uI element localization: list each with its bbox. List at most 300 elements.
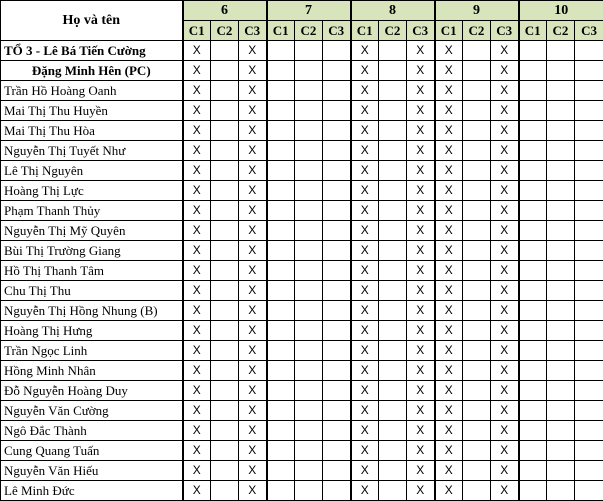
mark-cell-empty <box>519 201 547 221</box>
mark-cell-empty <box>323 281 351 301</box>
mark-cell-empty <box>379 241 407 261</box>
mark-cell-empty <box>379 201 407 221</box>
mark-cell-checked: X <box>407 381 435 401</box>
table-row <box>1 141 603 161</box>
mark-cell-checked: X <box>435 301 463 321</box>
mark-cell-empty <box>547 81 575 101</box>
mark-cell-checked: X <box>407 41 435 61</box>
mark-cell-empty <box>575 181 603 201</box>
mark-cell-empty <box>267 281 295 301</box>
mark-cell-checked: X <box>183 461 211 481</box>
mark-cell-empty <box>379 421 407 441</box>
mark-cell-checked: X <box>491 321 519 341</box>
mark-cell-empty <box>519 301 547 321</box>
mark-cell-checked: X <box>407 321 435 341</box>
mark-cell-empty <box>323 441 351 461</box>
mark-cell-checked: X <box>435 461 463 481</box>
mark-cell-empty <box>519 101 547 121</box>
mark-cell-checked: X <box>183 41 211 61</box>
mark-cell-empty <box>519 281 547 301</box>
mark-cell-empty <box>575 101 603 121</box>
mark-cell-empty <box>267 141 295 161</box>
mark-cell-empty <box>519 481 547 501</box>
member-name-cell: Lê Minh Đức <box>1 481 183 501</box>
mark-cell-checked: X <box>351 441 379 461</box>
mark-cell-checked: X <box>407 261 435 281</box>
mark-cell-checked: X <box>239 361 267 381</box>
mark-cell-checked: X <box>351 161 379 181</box>
subcolumn-header: C3 <box>575 21 603 41</box>
mark-cell-empty <box>547 361 575 381</box>
mark-cell-empty <box>267 301 295 321</box>
mark-cell-empty <box>575 421 603 441</box>
mark-cell-checked: X <box>435 241 463 261</box>
table-row <box>1 341 603 361</box>
grade-header: 6 <box>183 1 267 21</box>
mark-cell-empty <box>267 221 295 241</box>
member-name-cell: Bùi Thị Trường Giang <box>1 241 183 261</box>
mark-cell-checked: X <box>491 341 519 361</box>
mark-cell-empty <box>295 101 323 121</box>
mark-cell-empty <box>519 381 547 401</box>
mark-cell-checked: X <box>491 281 519 301</box>
mark-cell-checked: X <box>183 181 211 201</box>
subcolumn-header: C1 <box>267 21 295 41</box>
mark-cell-empty <box>323 41 351 61</box>
table-row <box>1 121 603 141</box>
mark-cell-empty <box>323 401 351 421</box>
mark-cell-empty <box>267 101 295 121</box>
mark-cell-empty <box>295 241 323 261</box>
mark-cell-empty <box>379 361 407 381</box>
mark-cell-checked: X <box>183 141 211 161</box>
mark-cell-empty <box>547 241 575 261</box>
mark-cell-checked: X <box>491 261 519 281</box>
mark-cell-checked: X <box>435 401 463 421</box>
mark-cell-checked: X <box>407 281 435 301</box>
mark-cell-checked: X <box>407 301 435 321</box>
mark-cell-empty <box>519 141 547 161</box>
mark-cell-empty <box>323 461 351 481</box>
mark-cell-empty <box>519 341 547 361</box>
mark-cell-empty <box>463 301 491 321</box>
mark-cell-empty <box>463 421 491 441</box>
subcolumn-header: C1 <box>435 21 463 41</box>
mark-cell-empty <box>547 141 575 161</box>
mark-cell-empty <box>547 281 575 301</box>
mark-cell-checked: X <box>351 201 379 221</box>
mark-cell-checked: X <box>491 201 519 221</box>
mark-cell-checked: X <box>239 181 267 201</box>
mark-cell-empty <box>379 441 407 461</box>
mark-cell-empty <box>547 181 575 201</box>
mark-cell-empty <box>547 201 575 221</box>
mark-cell-empty <box>463 381 491 401</box>
mark-cell-checked: X <box>407 221 435 241</box>
table-row <box>1 181 603 201</box>
mark-cell-checked: X <box>435 261 463 281</box>
mark-cell-checked: X <box>239 61 267 81</box>
mark-cell-empty <box>575 441 603 461</box>
mark-cell-empty <box>379 341 407 361</box>
mark-cell-empty <box>547 401 575 421</box>
mark-cell-empty <box>519 421 547 441</box>
mark-cell-checked: X <box>435 321 463 341</box>
mark-cell-checked: X <box>435 61 463 81</box>
mark-cell-checked: X <box>239 201 267 221</box>
mark-cell-checked: X <box>239 161 267 181</box>
mark-cell-checked: X <box>183 361 211 381</box>
mark-cell-empty <box>519 461 547 481</box>
mark-cell-empty <box>463 281 491 301</box>
mark-cell-checked: X <box>183 81 211 101</box>
mark-cell-checked: X <box>407 441 435 461</box>
mark-cell-empty <box>575 281 603 301</box>
mark-cell-checked: X <box>491 121 519 141</box>
mark-cell-empty <box>267 181 295 201</box>
table-row <box>1 301 603 321</box>
mark-cell-checked: X <box>183 481 211 501</box>
mark-cell-checked: X <box>491 161 519 181</box>
mark-cell-empty <box>463 361 491 381</box>
table-row <box>1 441 603 461</box>
mark-cell-checked: X <box>491 481 519 501</box>
mark-cell-empty <box>575 41 603 61</box>
mark-cell-empty <box>323 241 351 261</box>
mark-cell-empty <box>519 161 547 181</box>
mark-cell-checked: X <box>183 281 211 301</box>
mark-cell-empty <box>575 461 603 481</box>
table-row <box>1 221 603 241</box>
mark-cell-checked: X <box>435 361 463 381</box>
mark-cell-checked: X <box>351 281 379 301</box>
mark-cell-checked: X <box>239 301 267 321</box>
mark-cell-checked: X <box>239 341 267 361</box>
mark-cell-empty <box>575 221 603 241</box>
mark-cell-empty <box>295 181 323 201</box>
mark-cell-checked: X <box>491 461 519 481</box>
mark-cell-checked: X <box>407 461 435 481</box>
mark-cell-checked: X <box>239 261 267 281</box>
mark-cell-empty <box>211 61 239 81</box>
mark-cell-checked: X <box>491 61 519 81</box>
mark-cell-empty <box>547 221 575 241</box>
mark-cell-empty <box>575 141 603 161</box>
member-name-cell: Cung Quang Tuấn <box>1 441 183 461</box>
mark-cell-empty <box>323 361 351 381</box>
member-name-cell: Đặng Minh Hên (PC) <box>1 61 183 81</box>
mark-cell-empty <box>379 401 407 421</box>
mark-cell-checked: X <box>351 401 379 421</box>
mark-cell-empty <box>463 41 491 61</box>
table-row <box>1 321 603 341</box>
member-name-cell: Ngô Đắc Thành <box>1 421 183 441</box>
mark-cell-checked: X <box>407 81 435 101</box>
mark-cell-empty <box>295 281 323 301</box>
mark-cell-empty <box>295 441 323 461</box>
mark-cell-checked: X <box>491 221 519 241</box>
mark-cell-empty <box>463 321 491 341</box>
mark-cell-checked: X <box>239 481 267 501</box>
mark-cell-checked: X <box>351 321 379 341</box>
mark-cell-empty <box>547 41 575 61</box>
mark-cell-empty <box>519 441 547 461</box>
mark-cell-empty <box>267 481 295 501</box>
member-name-cell: Chu Thị Thu <box>1 281 183 301</box>
table-row <box>1 461 603 481</box>
mark-cell-empty <box>211 421 239 441</box>
member-name-cell: Hồ Thị Thanh Tâm <box>1 261 183 281</box>
mark-cell-empty <box>575 61 603 81</box>
mark-cell-empty <box>547 261 575 281</box>
mark-cell-empty <box>211 241 239 261</box>
mark-cell-empty <box>379 281 407 301</box>
table-row <box>1 241 603 261</box>
mark-cell-checked: X <box>407 341 435 361</box>
subcolumn-header: C2 <box>295 21 323 41</box>
mark-cell-empty <box>575 81 603 101</box>
mark-cell-empty <box>547 421 575 441</box>
mark-cell-checked: X <box>239 241 267 261</box>
mark-cell-empty <box>575 301 603 321</box>
mark-cell-empty <box>463 121 491 141</box>
mark-cell-checked: X <box>351 41 379 61</box>
mark-cell-checked: X <box>351 141 379 161</box>
mark-cell-empty <box>295 41 323 61</box>
table-row <box>1 281 603 301</box>
mark-cell-checked: X <box>351 421 379 441</box>
mark-cell-empty <box>519 221 547 241</box>
mark-cell-empty <box>323 141 351 161</box>
mark-cell-empty <box>575 321 603 341</box>
table-body <box>1 41 603 501</box>
mark-cell-empty <box>379 61 407 81</box>
mark-cell-empty <box>379 381 407 401</box>
mark-cell-checked: X <box>239 421 267 441</box>
mark-cell-empty <box>379 161 407 181</box>
mark-cell-checked: X <box>351 381 379 401</box>
mark-cell-empty <box>267 361 295 381</box>
mark-cell-empty <box>295 461 323 481</box>
mark-cell-empty <box>267 381 295 401</box>
mark-cell-checked: X <box>491 241 519 261</box>
mark-cell-empty <box>379 41 407 61</box>
mark-cell-empty <box>463 181 491 201</box>
mark-cell-empty <box>323 341 351 361</box>
mark-cell-empty <box>547 121 575 141</box>
mark-cell-checked: X <box>183 421 211 441</box>
mark-cell-empty <box>295 341 323 361</box>
table-row <box>1 61 603 81</box>
mark-cell-checked: X <box>351 121 379 141</box>
mark-cell-checked: X <box>407 181 435 201</box>
mark-cell-empty <box>519 81 547 101</box>
mark-cell-checked: X <box>435 161 463 181</box>
mark-cell-empty <box>323 301 351 321</box>
mark-cell-empty <box>463 401 491 421</box>
mark-cell-checked: X <box>183 121 211 141</box>
mark-cell-checked: X <box>183 381 211 401</box>
mark-cell-empty <box>379 81 407 101</box>
mark-cell-empty <box>547 481 575 501</box>
mark-cell-checked: X <box>239 381 267 401</box>
mark-cell-checked: X <box>183 201 211 221</box>
mark-cell-empty <box>575 341 603 361</box>
mark-cell-checked: X <box>239 141 267 161</box>
subcolumn-header: C1 <box>351 21 379 41</box>
mark-cell-empty <box>575 161 603 181</box>
subcolumn-header: C3 <box>407 21 435 41</box>
subcolumn-header: C2 <box>463 21 491 41</box>
member-name-cell: Nguyễn Thị Hồng Nhung (B) <box>1 301 183 321</box>
mark-cell-checked: X <box>435 181 463 201</box>
mark-cell-checked: X <box>407 141 435 161</box>
mark-cell-checked: X <box>407 61 435 81</box>
mark-cell-checked: X <box>435 381 463 401</box>
mark-cell-empty <box>575 261 603 281</box>
mark-cell-empty <box>379 121 407 141</box>
mark-cell-empty <box>295 261 323 281</box>
mark-cell-checked: X <box>351 461 379 481</box>
mark-cell-empty <box>295 401 323 421</box>
mark-cell-empty <box>295 421 323 441</box>
mark-cell-empty <box>211 81 239 101</box>
mark-cell-empty <box>211 161 239 181</box>
mark-cell-checked: X <box>435 101 463 121</box>
mark-cell-empty <box>211 221 239 241</box>
mark-cell-checked: X <box>491 441 519 461</box>
mark-cell-empty <box>211 361 239 381</box>
mark-cell-empty <box>267 121 295 141</box>
table-row <box>1 81 603 101</box>
mark-cell-empty <box>463 341 491 361</box>
mark-cell-empty <box>519 41 547 61</box>
mark-cell-empty <box>379 321 407 341</box>
mark-cell-empty <box>295 141 323 161</box>
mark-cell-checked: X <box>407 361 435 381</box>
mark-cell-checked: X <box>491 421 519 441</box>
mark-cell-empty <box>379 141 407 161</box>
member-name-cell: Phạm Thanh Thủy <box>1 201 183 221</box>
mark-cell-checked: X <box>239 281 267 301</box>
mark-cell-empty <box>211 281 239 301</box>
mark-cell-empty <box>295 61 323 81</box>
table-row <box>1 361 603 381</box>
subcolumn-header: C2 <box>379 21 407 41</box>
mark-cell-empty <box>463 261 491 281</box>
mark-cell-empty <box>463 141 491 161</box>
member-name-cell: TỔ 3 - Lê Bá Tiến Cường <box>1 41 183 61</box>
grade-header-row <box>1 1 603 21</box>
mark-cell-empty <box>547 61 575 81</box>
mark-cell-checked: X <box>351 361 379 381</box>
mark-cell-checked: X <box>407 241 435 261</box>
subcolumn-header: C3 <box>323 21 351 41</box>
mark-cell-empty <box>211 481 239 501</box>
mark-cell-checked: X <box>351 61 379 81</box>
mark-cell-empty <box>323 261 351 281</box>
mark-cell-empty <box>323 381 351 401</box>
mark-cell-empty <box>211 181 239 201</box>
mark-cell-empty <box>323 421 351 441</box>
mark-cell-empty <box>211 301 239 321</box>
member-name-cell: Trần Ngọc Linh <box>1 341 183 361</box>
mark-cell-checked: X <box>491 381 519 401</box>
mark-cell-empty <box>519 181 547 201</box>
subcolumn-header: C1 <box>183 21 211 41</box>
mark-cell-empty <box>211 381 239 401</box>
mark-cell-empty <box>295 121 323 141</box>
mark-cell-checked: X <box>435 281 463 301</box>
mark-cell-checked: X <box>351 221 379 241</box>
mark-cell-checked: X <box>491 401 519 421</box>
mark-cell-empty <box>463 61 491 81</box>
mark-cell-empty <box>267 81 295 101</box>
subcolumn-header: C1 <box>519 21 547 41</box>
mark-cell-empty <box>463 481 491 501</box>
mark-cell-empty <box>379 221 407 241</box>
mark-cell-empty <box>323 81 351 101</box>
mark-cell-empty <box>323 201 351 221</box>
mark-cell-checked: X <box>183 241 211 261</box>
mark-cell-empty <box>295 81 323 101</box>
mark-cell-empty <box>519 61 547 81</box>
member-name-cell: Trần Hồ Hoàng Oanh <box>1 81 183 101</box>
mark-cell-empty <box>519 241 547 261</box>
mark-cell-checked: X <box>435 221 463 241</box>
mark-cell-empty <box>267 321 295 341</box>
mark-cell-empty <box>323 101 351 121</box>
mark-cell-checked: X <box>491 141 519 161</box>
mark-cell-empty <box>267 161 295 181</box>
mark-cell-empty <box>295 221 323 241</box>
mark-cell-empty <box>519 361 547 381</box>
mark-cell-checked: X <box>491 301 519 321</box>
mark-cell-empty <box>323 321 351 341</box>
mark-cell-empty <box>295 381 323 401</box>
mark-cell-empty <box>267 241 295 261</box>
mark-cell-checked: X <box>183 161 211 181</box>
table-row <box>1 161 603 181</box>
mark-cell-checked: X <box>239 121 267 141</box>
subcolumn-header: C2 <box>211 21 239 41</box>
mark-cell-empty <box>575 481 603 501</box>
mark-cell-checked: X <box>407 101 435 121</box>
mark-cell-checked: X <box>435 441 463 461</box>
mark-cell-empty <box>323 481 351 501</box>
mark-cell-empty <box>323 161 351 181</box>
table-row <box>1 481 603 501</box>
mark-cell-checked: X <box>435 81 463 101</box>
mark-cell-checked: X <box>435 341 463 361</box>
mark-cell-empty <box>211 101 239 121</box>
mark-cell-checked: X <box>239 401 267 421</box>
mark-cell-empty <box>575 241 603 261</box>
mark-cell-checked: X <box>183 261 211 281</box>
table-row <box>1 101 603 121</box>
mark-cell-empty <box>463 201 491 221</box>
mark-cell-empty <box>295 301 323 321</box>
mark-cell-checked: X <box>183 441 211 461</box>
mark-cell-checked: X <box>435 481 463 501</box>
mark-cell-checked: X <box>491 41 519 61</box>
mark-cell-checked: X <box>183 301 211 321</box>
mark-cell-empty <box>267 201 295 221</box>
member-name-cell: Mai Thị Thu Huyền <box>1 101 183 121</box>
member-name-cell: Đỗ Nguyễn Hoàng Duy <box>1 381 183 401</box>
mark-cell-checked: X <box>351 261 379 281</box>
mark-cell-empty <box>211 201 239 221</box>
